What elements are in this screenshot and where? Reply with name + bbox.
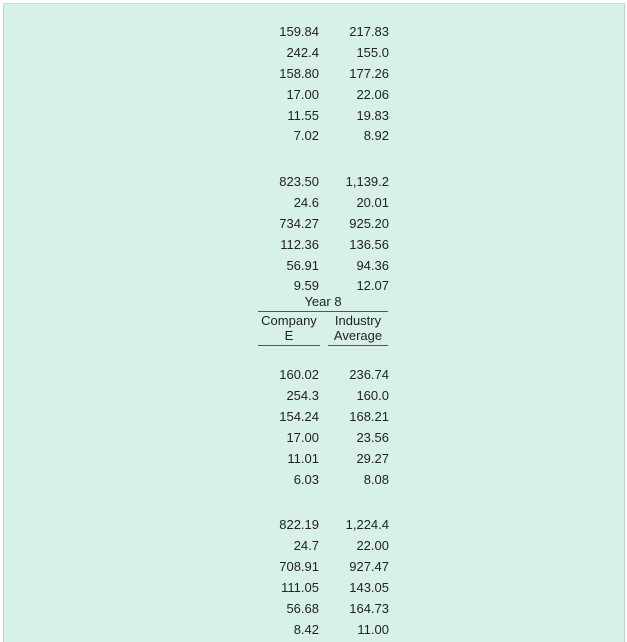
group4-company-value: 56.68 bbox=[286, 601, 319, 616]
group4-industry-value: 927.47 bbox=[349, 559, 389, 574]
group1-company-value: 17.00 bbox=[286, 87, 319, 102]
group2-industry-value: 136.56 bbox=[349, 237, 389, 252]
group4-industry-value: 22.00 bbox=[356, 538, 389, 553]
group2-company-value: 112.36 bbox=[280, 237, 319, 252]
group1-company-value: 158.80 bbox=[279, 66, 319, 81]
company-header-underline bbox=[258, 345, 320, 346]
group2-industry-value: 925.20 bbox=[349, 216, 389, 231]
company-header-line2: E bbox=[284, 328, 294, 343]
group1-company-value: 7.02 bbox=[293, 128, 319, 143]
group2-company-value: 734.27 bbox=[279, 216, 319, 231]
group1-industry-value: 177.26 bbox=[349, 66, 389, 81]
group3-industry-value: 236.74 bbox=[349, 367, 389, 382]
group3-company-value: 254.3 bbox=[286, 388, 319, 403]
industry-header-line1: Industry bbox=[334, 313, 382, 328]
group2-company-value: 56.91 bbox=[286, 258, 319, 273]
group3-industry-value: 168.21 bbox=[349, 409, 389, 424]
group2-industry-value: 1,139.2 bbox=[345, 174, 389, 189]
year-underline bbox=[258, 311, 388, 312]
group1-industry-value: 19.83 bbox=[356, 108, 389, 123]
group1-industry-value: 217.83 bbox=[349, 24, 389, 39]
group4-company-value: 822.19 bbox=[279, 517, 319, 532]
group4-company-value: 708.91 bbox=[279, 559, 319, 574]
group2-company-value: 24.6 bbox=[293, 195, 319, 210]
group4-company-value: 8.42 bbox=[293, 622, 319, 637]
group1-industry-value: 155.0 bbox=[356, 45, 389, 60]
group2-industry-value: 20.01 bbox=[356, 195, 389, 210]
group1-industry-value: 22.06 bbox=[356, 87, 389, 102]
group1-industry-value: 8.92 bbox=[363, 128, 389, 143]
group3-industry-value: 8.08 bbox=[363, 472, 389, 487]
group2-industry-value: 12.07 bbox=[356, 278, 389, 293]
group1-company-value: 159.84 bbox=[279, 24, 319, 39]
group4-company-value: 111.05 bbox=[281, 580, 319, 595]
group3-industry-value: 160.0 bbox=[356, 388, 389, 403]
group2-industry-value: 94.36 bbox=[356, 258, 389, 273]
year-label: Year 8 bbox=[304, 294, 342, 309]
panel-top-border bbox=[3, 0, 625, 4]
group4-industry-value: 11.00 bbox=[357, 622, 389, 637]
group4-company-value: 24.7 bbox=[293, 538, 319, 553]
group1-company-value: 11.55 bbox=[287, 108, 319, 123]
group3-company-value: 154.24 bbox=[279, 409, 319, 424]
group4-industry-value: 1,224.4 bbox=[345, 517, 389, 532]
group3-company-value: 6.03 bbox=[293, 472, 319, 487]
group3-industry-value: 29.27 bbox=[356, 451, 389, 466]
group3-industry-value: 23.56 bbox=[356, 430, 389, 445]
group3-company-value: 11.01 bbox=[287, 451, 319, 466]
company-header-line1: Company bbox=[261, 313, 317, 328]
group2-company-value: 9.59 bbox=[293, 278, 319, 293]
group1-company-value: 242.4 bbox=[286, 45, 319, 60]
group2-company-value: 823.50 bbox=[279, 174, 319, 189]
group4-industry-value: 164.73 bbox=[349, 601, 389, 616]
industry-header-underline bbox=[328, 345, 388, 346]
group4-industry-value: 143.05 bbox=[349, 580, 389, 595]
group3-company-value: 17.00 bbox=[286, 430, 319, 445]
industry-header-line2: Average bbox=[333, 328, 383, 343]
group3-company-value: 160.02 bbox=[279, 367, 319, 382]
